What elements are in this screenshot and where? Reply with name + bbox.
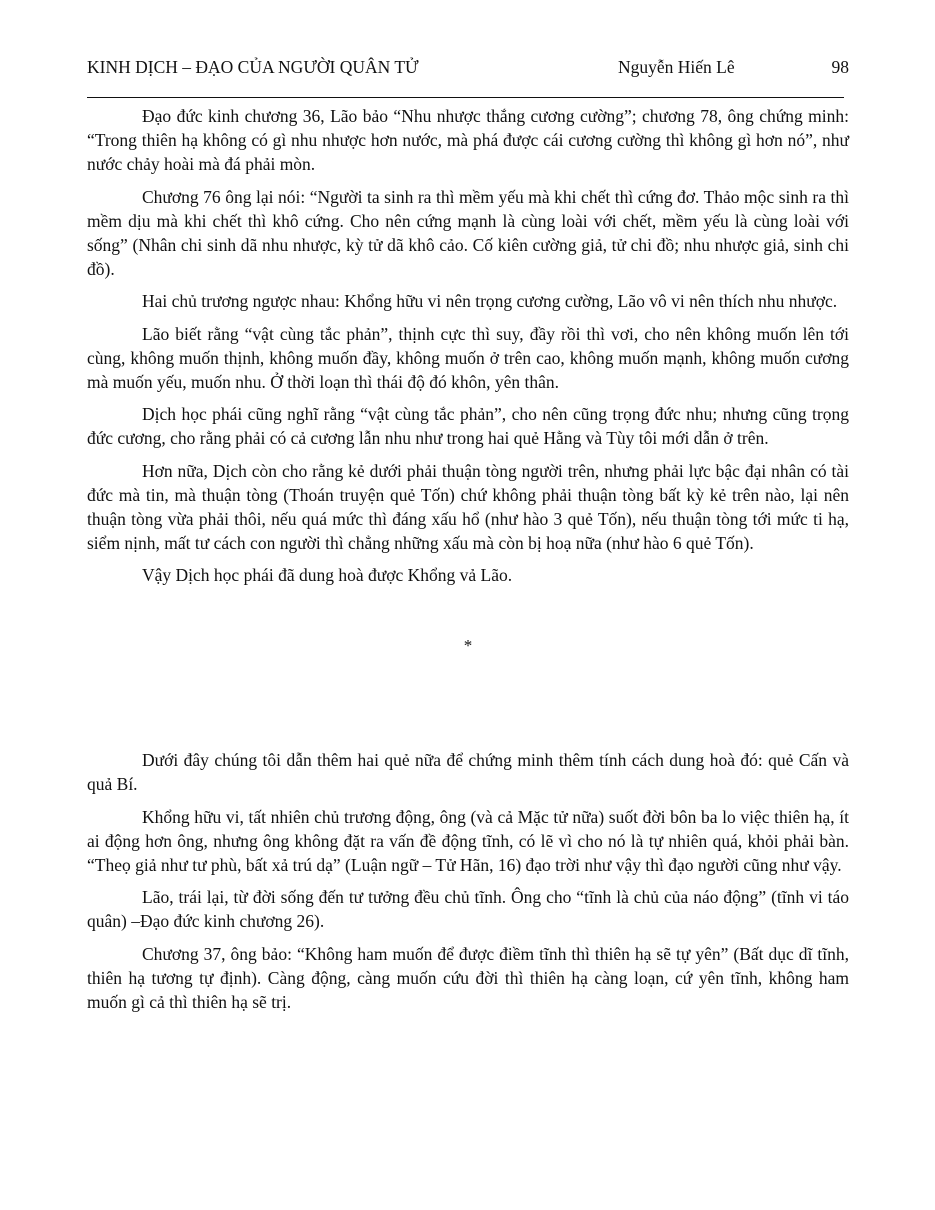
paragraph: Chương 76 ông lại nói: “Người ta sinh ra thì mềm yếu mà khi chết thì cứng đơ. Thảo mộc sinh ra thì mềm dịu mà khi chết thì khô cứng. Cho nên cứng mạnh là cùng loài với chết, mềm yếu là cùng loài với sống” (Nhân chi sinh dã nhu nhược, kỳ tử dã khô cảo. Cố kiên cường giả, tử chi đồ; nhu nhược giả, sinh chi đồ). — [87, 186, 849, 279]
body-text — [87, 104, 849, 1022]
book-title: KINH DỊCH – ĐẠO CỦA NGƯỜI QUÂN TỬ — [87, 57, 419, 77]
paragraph: Chương 37, ông bảo: “Không ham muốn để được điềm tĩnh thì thiên hạ sẽ tự yên” (Bất dục dĩ tĩnh, thiên hạ tương tự định). Càng động, càng muốn cứu đời thì thiên hạ càng loạn, cứ yên tĩnh, không ham muốn gì cả thì thiên hạ sẽ trị. — [87, 943, 849, 1012]
paragraph: Dịch học phái cũng nghĩ rằng “vật cùng tắc phản”, cho nên cũng trọng đức nhu; nhưng cũng trọng đức cương, cho rằng phải có cả cương lẫn nhu như trong hai quẻ Hằng và Tùy tôi mới dẫn ở trên. — [87, 404, 849, 448]
paragraph: Đạo đức kinh chương 36, Lão bảo “Nhu nhược thắng cương cường”; chương 78, ông chứng minh: “Trong thiên hạ không có gì nhu nhược hơn nước, mà phá được cái cương cường thì không gì hơn nó”, như nước chảy hoài mà đá phải mòn. — [87, 106, 849, 174]
author-name: Nguyễn Hiến Lê — [618, 57, 735, 77]
paragraph: Hơn nữa, Dịch còn cho rằng kẻ dưới phải thuận tòng người trên, nhưng phải lực bậc đại nhân có tài đức mà tin, mà thuận tòng (Thoán truyện quẻ Tốn) chứ không phải thuận tòng bất kỳ kẻ trên nào, lại nên thuận tòng vừa phải thôi, nếu quá mức thì đáng xấu hổ (như hào 3 quẻ Tốn), nếu thuận tòng tới mức ti hạ, siểm nịnh, mất tư cách con người thì chẳng những xấu mà còn bị hoạ nữa (như hào 6 quẻ Tốn). — [87, 460, 849, 553]
paragraph: Vậy Dịch học phái đã dung hoà được Khổng vả Lão. — [142, 565, 513, 585]
paragraph: Hai chủ trương ngược nhau: Khổng hữu vi nên trọng cương cường, Lão vô vi nên thích nhu nhược. — [142, 291, 838, 311]
header-rule — [87, 97, 844, 98]
page-header — [87, 57, 849, 81]
paragraph: Khổng hữu vi, tất nhiên chủ trương động, ông (và cả Mặc tử nữa) suốt đời bôn ba lo việc thiên hạ, ít ai động hơn ông, nhưng ông không đặt ra vấn đề động tĩnh, có lẽ vì cho nó là tự nhiên quá, khỏi phải bàn. “Theọ giả như tư phù, bất xả trú dạ” (Luận ngữ – Tử Hãn, 16) đạo trời như vậy thì đạo người cũng như vậy. — [87, 806, 849, 875]
paragraph: Dưới đây chúng tôi dẫn thêm hai quẻ nữa để chứng minh thêm tính cách dung hoà đó: quẻ Cấn và quả Bí. — [87, 750, 849, 794]
page-number: 98 — [831, 57, 849, 77]
paragraph: Lão, trái lại, từ đời sống đến tư tưởng đều chủ tĩnh. Ông cho “tĩnh là chủ của náo động” (tĩnh vi táo quân) –Đạo đức kinh chương 26). — [87, 887, 849, 931]
section-separator: * — [463, 636, 473, 655]
paragraph: Lão biết rằng “vật cùng tắc phản”, thịnh cực thì suy, đầy rồi thì vơi, cho nên không muốn lên tới cùng, không muốn thịnh, không muốn đầy, không muốn ở trên cao, không muốn mạnh, không muốn cương mà muốn yếu, muốn nhu. Ở thời loạn thì thái độ đó khôn, yên thân. — [87, 323, 849, 392]
